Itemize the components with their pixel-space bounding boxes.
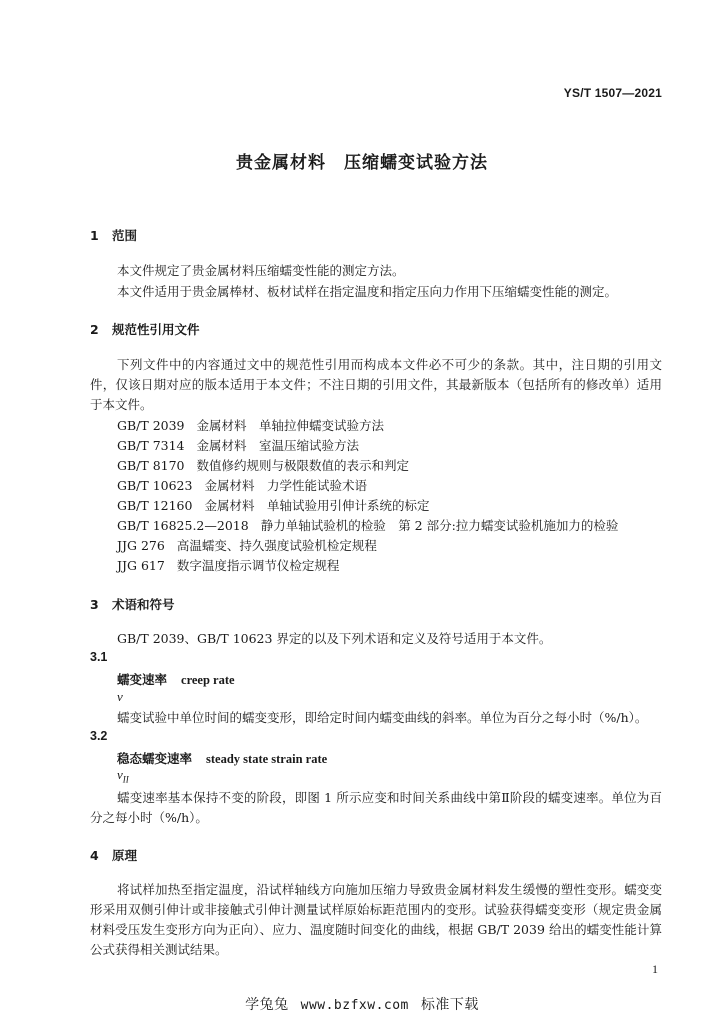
reference-code: GB/T 2039 [117, 418, 185, 433]
term-3-1-symbol: v [117, 689, 123, 704]
symbol-base: v [117, 767, 123, 782]
footer-watermark [0, 994, 724, 1014]
term-zh: 稳态蠕变速率 [117, 751, 193, 766]
section-title: 原理 [112, 848, 138, 863]
term-3-1 [117, 670, 235, 688]
term-3-1-number: 3.1 [90, 650, 108, 664]
section-number: 4 [90, 848, 99, 863]
reference-code: GB/T 12160 [117, 498, 193, 513]
term-3-2-definition: 蠕变速率基本保持不变的阶段，即图 1 所示应变和时间关系曲线中第Ⅱ阶段的蠕变速率。单位为百分之每小时（%/h）。 [90, 790, 662, 825]
reference-title: 金属材料 单轴试验用引伸计系统的标定 [204, 498, 430, 513]
section-3-intro: GB/T 2039、GB/T 10623 界定的以及下列术语和定义及符号适用于本文件。 [117, 631, 552, 646]
term-3-2-number: 3.2 [90, 729, 108, 743]
reference-item [117, 457, 409, 475]
reference-code: JJG 276 [117, 538, 165, 553]
footer-slogan: 标准下载 [420, 997, 479, 1013]
section-1-heading [90, 226, 137, 244]
section-4-heading [90, 846, 137, 864]
section-4-paragraph-1: 将试样加热至指定温度，沿试样轴线方向施加压缩力导致贵金属材料发生缓慢的塑性变形。蠕变变形采用双侧引伸计或非接触式引伸计测量试样原始标距范围内的变形。试验获得蠕变变形（规定贵金属材料受压发生变形方向为正向）、应力、温度随时间变化的曲线，根据 GB/T 2039 给出的蠕变性能计算公式获得相关测试结果。 [90, 882, 662, 957]
section-2-intro: 下列文件中的内容通过文中的规范性引用而构成本文件必不可少的条款。其中，注日期的引用文件，仅该日期对应的版本适用于本文件；不注日期的引用文件，其最新版本（包括所有的修改单）适用于本文件。 [90, 357, 662, 412]
reference-item [117, 537, 377, 555]
reference-item [117, 557, 339, 575]
footer-url[interactable]: www.bzfxw.com [300, 998, 409, 1013]
section-title: 术语和符号 [112, 597, 175, 612]
term-3-2-symbol [117, 767, 129, 785]
section-3-heading [90, 595, 175, 613]
reference-item [117, 477, 367, 495]
term-en: steady state strain rate [206, 752, 328, 766]
section-number: 2 [90, 322, 99, 337]
footer-site-name: 学兔兔 [245, 997, 289, 1013]
page-number: 1 [652, 962, 658, 976]
reference-title: 金属材料 单轴拉伸蠕变试验方法 [196, 418, 385, 433]
reference-title: 高温蠕变、持久强度试验机检定规程 [176, 538, 377, 553]
section-2-heading [90, 320, 200, 338]
reference-title: 金属材料 力学性能试验术语 [204, 478, 367, 493]
section-title: 规范性引用文件 [112, 322, 200, 337]
term-en: creep rate [181, 673, 235, 687]
section-number: 3 [90, 597, 99, 612]
reference-item [117, 517, 618, 535]
reference-title: 静力单轴试验机的检验 第 2 部分:拉力蠕变试验机施加力的检验 [260, 518, 619, 533]
reference-code: GB/T 16825.2—2018 [117, 518, 249, 533]
term-3-2 [117, 749, 327, 767]
reference-code: JJG 617 [117, 558, 165, 573]
section-title: 范围 [112, 228, 138, 243]
reference-code: GB/T 8170 [117, 458, 185, 473]
reference-title: 数字温度指示调节仪检定规程 [176, 558, 340, 573]
section-1-paragraph-2: 本文件适用于贵金属棒材、板材试样在指定温度和指定压向力作用下压缩蠕变性能的测定。 [117, 284, 618, 299]
document-title: 贵金属材料 压缩蠕变试验方法 [236, 153, 488, 173]
section-1-paragraph-1: 本文件规定了贵金属材料压缩蠕变性能的测定方法。 [117, 263, 405, 278]
reference-item [117, 497, 429, 515]
term-zh: 蠕变速率 [117, 672, 168, 687]
reference-item [117, 417, 384, 435]
reference-title: 数值修约规则与极限数值的表示和判定 [196, 458, 410, 473]
reference-item [117, 437, 359, 455]
section-number: 1 [90, 228, 99, 243]
symbol-subscript: II [122, 774, 129, 785]
reference-code: GB/T 10623 [117, 478, 193, 493]
standard-number: YS/T 1507—2021 [563, 86, 662, 100]
reference-code: GB/T 7314 [117, 438, 185, 453]
term-3-1-definition: 蠕变试验中单位时间的蠕变变形，即给定时间内蠕变曲线的斜率。单位为百分之每小时（%/h）。 [117, 710, 648, 725]
reference-title: 金属材料 室温压缩试验方法 [196, 438, 360, 453]
